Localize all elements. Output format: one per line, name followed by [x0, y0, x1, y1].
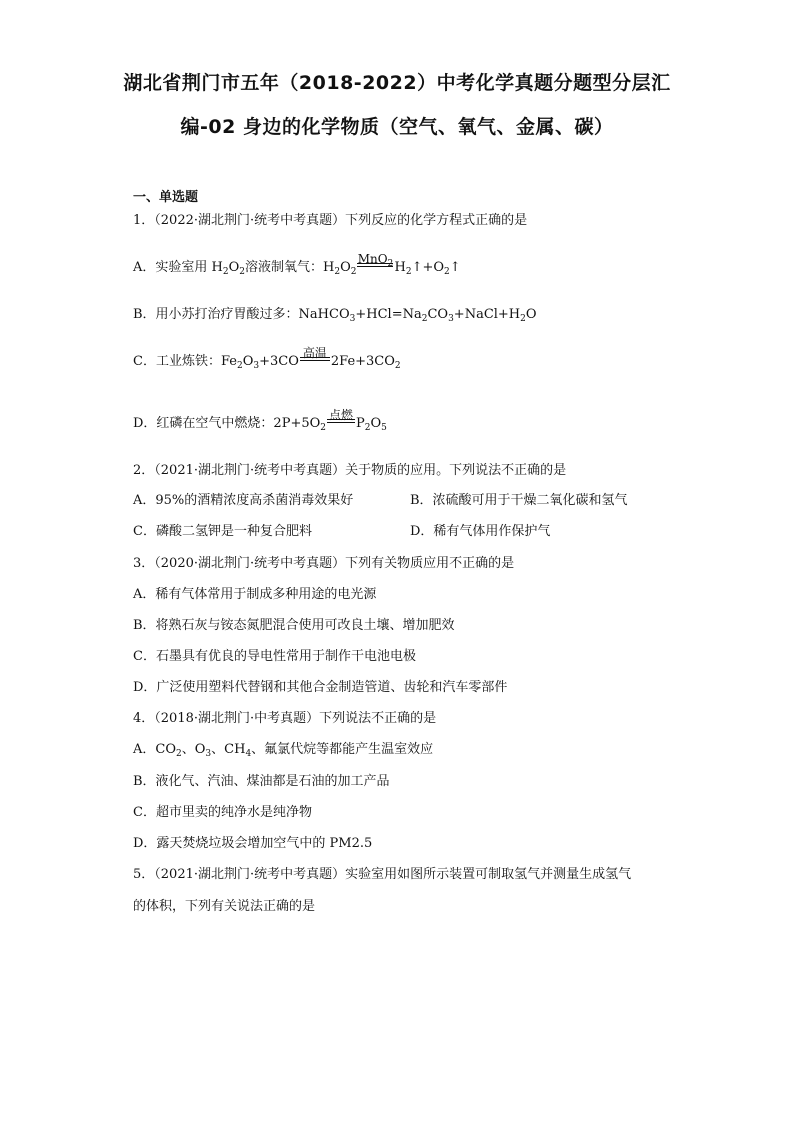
- q2-option-a: A．95%的酒精浓度高杀菌消毒效果好: [133, 493, 354, 508]
- q3-stem: 3．（2020·湖北荆门·统考中考真题）下列有关物质应用不正确的是: [133, 556, 515, 571]
- q3-option-c: C．石墨具有优良的导电性常用于制作干电池电极: [133, 649, 416, 664]
- q1-option-a: A．实验室用 $H_2O_2$溶液制氧气：$H_2O_2$ MnO$_2$ $H_2↑+O_2↑$: [133, 252, 461, 277]
- q1-option-b: B．用小苏打治疗胃酸过多：$NaHCO_3+HCl=Na_2CO_3+NaCl+H_2O$: [133, 307, 537, 324]
- q1-option-c: C．工业炼铁：$Fe_2O_3+3CO$ 高温 $2Fe+3CO_2$: [133, 346, 401, 371]
- q3-option-d: D．广泛使用塑料代替钢和其他合金制造管道、齿轮和汽车零部件: [133, 680, 508, 695]
- q4-option-c: C．超市里卖的纯净水是纯净物: [133, 805, 312, 820]
- q5-stem-line-1: 5．（2021·湖北荆门·统考中考真题）实验室用如图所示装置可制取氢气并测量生成氢气: [133, 867, 632, 882]
- q3-option-b: B．将熟石灰与铵态氮肥混合使用可改良土壤、增加肥效: [133, 618, 455, 633]
- q5-stem-line-2: 的体积，下列有关说法正确的是: [133, 899, 316, 914]
- q2-option-d: D．稀有气体用作保护气: [410, 524, 551, 539]
- q1-d-condition: 点燃: [328, 408, 353, 422]
- q4-option-b: B．液化气、汽油、煤油都是石油的加工产品: [133, 774, 390, 789]
- document-title-line-1: 湖北省荆门市五年（2018-2022）中考化学真题分题型分层汇: [123, 72, 671, 94]
- q4-stem: 4．（2018·湖北荆门·中考真题）下列说法不正确的是: [133, 711, 437, 726]
- q4-option-d: D．露天焚烧垃圾会增加空气中的 PM2.5: [133, 836, 373, 851]
- q1-a-condition: MnO$_2$: [357, 252, 394, 269]
- q2-option-c: C．磷酸二氢钾是一种复合肥料: [133, 524, 312, 539]
- section-heading: 一、单选题: [133, 190, 199, 205]
- q1-stem: 1．（2022·湖北荆门·统考中考真题）下列反应的化学方程式正确的是: [133, 213, 528, 228]
- q4-option-a: A．$CO_2$、$O_3$、$CH_4$、氟氯代烷等都能产生温室效应: [133, 742, 434, 759]
- q3-option-a: A．稀有气体常用于制成多种用途的电光源: [133, 587, 377, 602]
- q2-option-b: B．浓硫酸可用于干燥二氧化碳和氢气: [410, 493, 628, 508]
- document-title-line-2: 编-02 身边的化学物质（空气、氧气、金属、碳）: [180, 116, 614, 138]
- q1-c-condition: 高温: [300, 353, 330, 371]
- q2-stem: 2．（2021·湖北荆门·统考中考真题）关于物质的应用。下列说法不正确的是: [133, 463, 567, 478]
- q1-option-d: D．红磷在空气中燃烧：$2P+5O_2$ 点燃 $P_2O_5$: [133, 408, 387, 433]
